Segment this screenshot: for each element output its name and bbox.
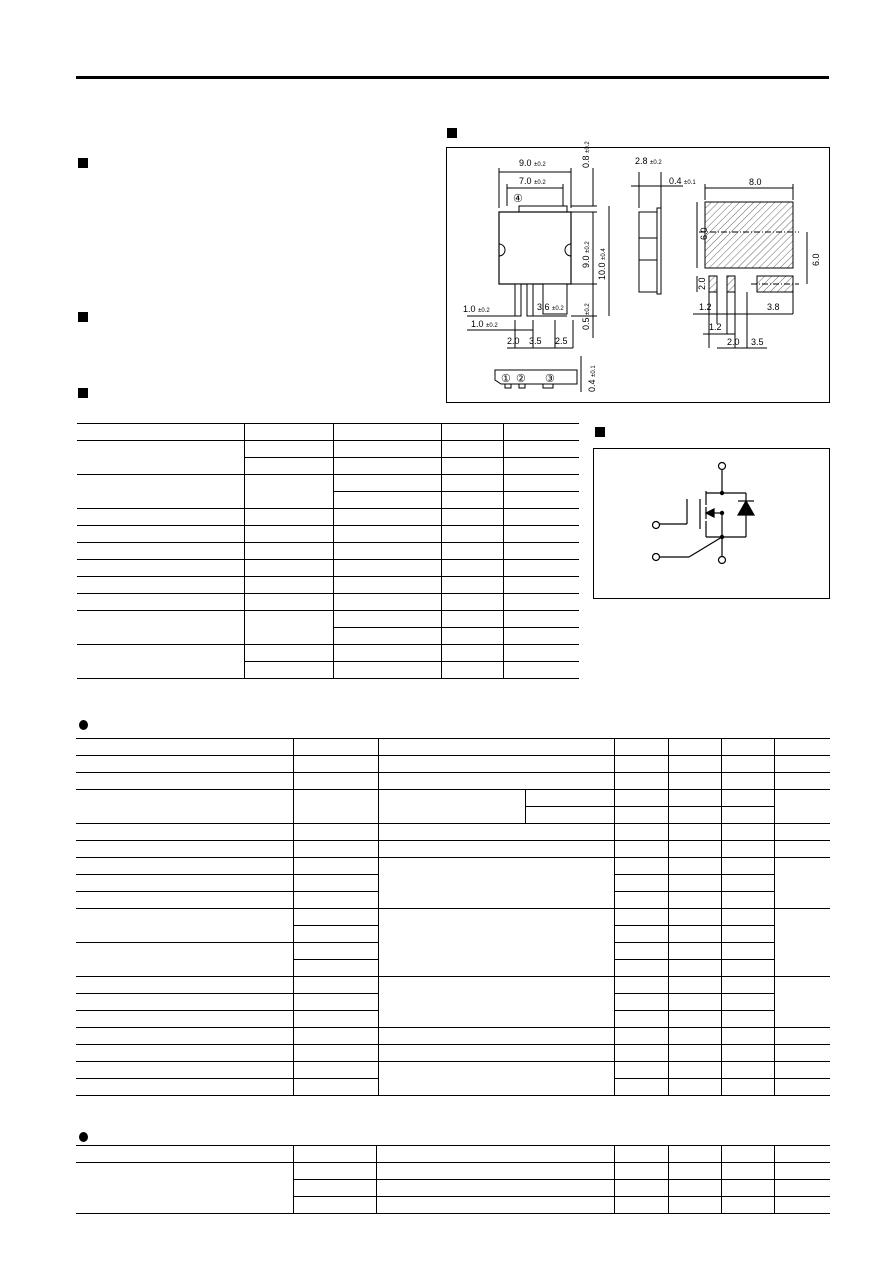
table-cell xyxy=(76,841,293,858)
table-cell xyxy=(503,543,579,560)
table-cell xyxy=(441,577,503,594)
table-cell xyxy=(378,756,614,773)
table-cell xyxy=(614,1011,668,1028)
outline-drawing-frame xyxy=(446,141,830,403)
features-section-marker xyxy=(78,158,88,168)
dim-pad-small-width-1: 1.2 xyxy=(699,302,712,312)
table-cell xyxy=(503,594,579,611)
table-cell xyxy=(333,543,441,560)
table-cell xyxy=(503,424,579,441)
table-cell xyxy=(614,858,668,875)
table-cell xyxy=(668,1180,721,1197)
table-cell xyxy=(77,577,244,594)
table-cell xyxy=(614,1163,668,1180)
dim-lead-width-2-tol: ±0.2 xyxy=(486,323,498,329)
electrical-characteristics-table xyxy=(76,738,830,1096)
table-cell xyxy=(244,560,333,577)
table-cell xyxy=(668,909,721,926)
dim-body-height: 9.0 xyxy=(581,255,591,268)
table-cell xyxy=(378,773,614,790)
table-cell xyxy=(774,1163,830,1180)
table-cell xyxy=(721,1062,774,1079)
table-cell xyxy=(721,1079,774,1096)
table-cell xyxy=(503,645,579,662)
dim-body-width: 9.0 xyxy=(519,158,532,168)
table-cell xyxy=(721,1163,774,1180)
dim-pad-small-width-2: 1.2 xyxy=(709,322,722,332)
dim-pad-small-height: 2.0 xyxy=(697,277,707,290)
table-cell xyxy=(614,1062,668,1079)
table-cell xyxy=(76,1062,293,1079)
table-cell xyxy=(503,441,579,458)
table-cell xyxy=(76,756,293,773)
table-cell xyxy=(378,790,525,824)
table-cell xyxy=(333,509,441,526)
table-cell xyxy=(668,994,721,1011)
table-cell xyxy=(668,773,721,790)
table-cell xyxy=(668,1011,721,1028)
table-cell xyxy=(293,892,378,909)
table-cell xyxy=(721,1180,774,1197)
table-cell xyxy=(614,841,668,858)
table-cell xyxy=(614,909,668,926)
dim-tab-top-tol: ±0.2 xyxy=(585,141,591,153)
equivalent-circuit-section-marker xyxy=(595,427,605,437)
pin-1-label: ① xyxy=(501,373,511,385)
table-cell xyxy=(376,1197,614,1214)
table-cell xyxy=(721,841,774,858)
table-cell xyxy=(333,611,441,628)
equivalent-circuit-diagram xyxy=(594,449,831,600)
applications-section-marker xyxy=(78,312,88,322)
dim-pad-pitch-a: 2.0 xyxy=(727,337,740,347)
table-cell xyxy=(441,560,503,577)
table-cell xyxy=(441,543,503,560)
dim-pad-pitch-b: 3.5 xyxy=(751,337,764,347)
table-cell xyxy=(525,790,614,807)
table-cell xyxy=(244,543,333,560)
table-cell xyxy=(293,994,378,1011)
table-cell xyxy=(668,960,721,977)
table-cell xyxy=(774,756,830,773)
table-cell xyxy=(333,492,441,509)
table-cell xyxy=(76,1146,293,1163)
table-cell xyxy=(614,1045,668,1062)
dim-lead-length: 0.5 xyxy=(581,317,591,330)
table-cell xyxy=(333,475,441,492)
table-cell xyxy=(503,611,579,628)
table-cell xyxy=(293,756,378,773)
table-cell xyxy=(293,1028,378,1045)
dim-lead-thickness: 0.4 xyxy=(669,176,682,186)
dim-lead-wide: 3.6 xyxy=(537,302,550,312)
table-cell xyxy=(614,926,668,943)
table-cell xyxy=(614,756,668,773)
table-cell xyxy=(76,1079,293,1096)
table-cell xyxy=(378,1062,614,1096)
electrical-characteristics-bullet xyxy=(79,720,88,730)
dim-lead-wide-tol: ±0.2 xyxy=(552,306,564,312)
table-cell xyxy=(441,475,503,492)
table-cell xyxy=(614,790,668,807)
table-cell xyxy=(503,509,579,526)
table-cell xyxy=(503,577,579,594)
table-cell xyxy=(668,1197,721,1214)
table-cell xyxy=(721,773,774,790)
table-cell xyxy=(76,994,293,1011)
table-cell xyxy=(668,926,721,943)
table-cell xyxy=(721,1045,774,1062)
table-cell xyxy=(774,1028,830,1045)
table-cell xyxy=(378,977,614,1028)
table-cell xyxy=(293,858,378,875)
table-cell xyxy=(614,1180,668,1197)
table-cell xyxy=(668,1163,721,1180)
table-cell xyxy=(244,662,333,679)
table-cell xyxy=(333,526,441,543)
dim-inner-width-tol: ±0.2 xyxy=(534,180,546,186)
table-cell xyxy=(333,441,441,458)
thermal-characteristics-bullet xyxy=(79,1132,88,1142)
table-cell xyxy=(76,1045,293,1062)
table-cell xyxy=(441,662,503,679)
table-cell xyxy=(721,909,774,926)
dim-foot-thickness-tol: ±0.1 xyxy=(591,365,597,377)
table-cell xyxy=(774,1180,830,1197)
table-cell xyxy=(293,1045,378,1062)
table-cell xyxy=(503,492,579,509)
table-cell xyxy=(668,739,721,756)
dim-thickness-tol: ±0.2 xyxy=(650,160,662,166)
table-cell xyxy=(244,526,333,543)
table-cell xyxy=(614,1028,668,1045)
table-cell xyxy=(614,892,668,909)
table-cell xyxy=(333,645,441,662)
table-cell xyxy=(77,645,244,679)
table-cell xyxy=(76,892,293,909)
table-cell xyxy=(441,441,503,458)
table-cell xyxy=(77,611,244,645)
dim-pad-gap: 6.0 xyxy=(811,253,821,266)
table-cell xyxy=(293,1062,378,1079)
table-cell xyxy=(244,594,333,611)
table-cell xyxy=(244,577,333,594)
table-cell xyxy=(333,560,441,577)
table-cell xyxy=(503,475,579,492)
table-cell xyxy=(503,458,579,475)
thermal-characteristics-table xyxy=(76,1145,830,1214)
table-cell xyxy=(721,994,774,1011)
table-cell xyxy=(721,875,774,892)
table-cell xyxy=(76,790,293,824)
table-cell xyxy=(668,1045,721,1062)
table-cell xyxy=(614,773,668,790)
dim-pitch-c: 2.5 xyxy=(555,336,568,346)
table-cell xyxy=(503,628,579,645)
table-cell xyxy=(376,1163,614,1180)
dim-tab-top: 0.8 xyxy=(581,155,591,168)
table-cell xyxy=(721,858,774,875)
table-cell xyxy=(76,739,293,756)
table-cell xyxy=(721,1011,774,1028)
table-cell xyxy=(76,773,293,790)
table-cell xyxy=(441,645,503,662)
table-cell xyxy=(721,824,774,841)
dim-lead-thickness-tol: ±0.1 xyxy=(684,180,696,186)
dim-lead-width-1: 1.0 xyxy=(463,304,476,314)
table-cell xyxy=(774,909,830,977)
table-cell xyxy=(668,977,721,994)
table-cell xyxy=(378,909,614,977)
table-cell xyxy=(244,475,333,509)
table-cell xyxy=(376,1180,614,1197)
dim-lead-width-1-tol: ±0.2 xyxy=(478,308,490,314)
table-cell xyxy=(293,1163,376,1180)
table-cell xyxy=(77,509,244,526)
table-cell xyxy=(293,790,378,824)
table-cell xyxy=(721,1146,774,1163)
outline-drawing xyxy=(447,148,831,404)
table-cell xyxy=(333,662,441,679)
pin-2-label: ② xyxy=(516,373,526,385)
table-cell xyxy=(668,756,721,773)
table-cell xyxy=(378,841,614,858)
table-cell xyxy=(77,441,244,475)
table-cell xyxy=(333,577,441,594)
table-cell xyxy=(441,424,503,441)
table-cell xyxy=(614,943,668,960)
table-cell xyxy=(668,790,721,807)
table-cell xyxy=(76,875,293,892)
table-cell xyxy=(441,492,503,509)
table-cell xyxy=(293,875,378,892)
table-cell xyxy=(774,824,830,841)
table-cell xyxy=(774,1146,830,1163)
table-cell xyxy=(244,441,333,458)
table-cell xyxy=(244,509,333,526)
dim-pad-width: 8.0 xyxy=(749,177,762,187)
table-cell xyxy=(721,977,774,994)
ratings-section-marker xyxy=(78,388,88,398)
table-cell xyxy=(293,1079,378,1096)
table-cell xyxy=(293,773,378,790)
table-cell xyxy=(774,858,830,909)
table-cell xyxy=(378,1028,614,1045)
table-cell xyxy=(721,892,774,909)
pin-3-label: ③ xyxy=(545,373,555,385)
table-cell xyxy=(774,739,830,756)
header-rule xyxy=(76,76,829,79)
table-cell xyxy=(77,594,244,611)
table-cell xyxy=(668,943,721,960)
table-cell xyxy=(244,645,333,662)
table-cell xyxy=(614,1197,668,1214)
dim-total-height: 10.0 xyxy=(597,262,607,280)
table-cell xyxy=(441,628,503,645)
table-cell xyxy=(293,824,378,841)
table-cell xyxy=(614,960,668,977)
table-cell xyxy=(503,662,579,679)
table-cell xyxy=(293,841,378,858)
table-cell xyxy=(77,424,244,441)
table-cell xyxy=(378,858,614,909)
table-cell xyxy=(76,1011,293,1028)
table-cell xyxy=(293,960,378,977)
table-cell xyxy=(76,824,293,841)
table-cell xyxy=(668,824,721,841)
table-cell xyxy=(293,1197,376,1214)
table-cell xyxy=(774,773,830,790)
table-cell xyxy=(293,977,378,994)
outline-section-marker xyxy=(447,128,457,138)
table-cell xyxy=(668,807,721,824)
table-cell xyxy=(614,875,668,892)
dim-foot-thickness: 0.4 xyxy=(587,379,597,392)
dim-body-width-tol: ±0.2 xyxy=(534,162,546,168)
table-cell xyxy=(378,1045,614,1062)
table-cell xyxy=(774,1062,830,1079)
dim-lead-width-2: 1.0 xyxy=(471,319,484,329)
table-cell xyxy=(244,424,333,441)
table-cell xyxy=(77,560,244,577)
table-cell xyxy=(668,875,721,892)
table-cell xyxy=(721,1197,774,1214)
dim-total-height-tol: ±0.4 xyxy=(601,248,607,260)
dim-thickness: 2.8 xyxy=(635,156,648,166)
dim-lead-length-tol: ±0.2 xyxy=(585,303,591,315)
table-cell xyxy=(293,1011,378,1028)
table-cell xyxy=(614,739,668,756)
table-cell xyxy=(376,1146,614,1163)
table-cell xyxy=(721,926,774,943)
table-cell xyxy=(441,458,503,475)
table-cell xyxy=(614,994,668,1011)
table-cell xyxy=(614,977,668,994)
table-cell xyxy=(76,1028,293,1045)
table-cell xyxy=(774,1197,830,1214)
table-cell xyxy=(378,739,614,756)
table-cell xyxy=(525,807,614,824)
table-cell xyxy=(333,424,441,441)
table-cell xyxy=(668,1146,721,1163)
table-cell xyxy=(77,475,244,509)
table-cell xyxy=(774,1079,830,1096)
table-cell xyxy=(721,943,774,960)
absolute-max-ratings-table xyxy=(77,423,579,679)
dim-body-height-tol: ±0.2 xyxy=(585,241,591,253)
table-cell xyxy=(668,1079,721,1096)
table-cell xyxy=(774,1045,830,1062)
table-cell xyxy=(668,1062,721,1079)
table-cell xyxy=(614,824,668,841)
table-cell xyxy=(76,943,293,977)
table-cell xyxy=(333,628,441,645)
table-cell xyxy=(668,858,721,875)
table-cell xyxy=(333,458,441,475)
table-cell xyxy=(293,1146,376,1163)
table-cell xyxy=(77,543,244,560)
table-cell xyxy=(503,560,579,577)
table-cell xyxy=(614,1079,668,1096)
table-cell xyxy=(76,858,293,875)
dim-pitch-a: 2.0 xyxy=(507,336,520,346)
table-cell xyxy=(378,824,614,841)
table-cell xyxy=(668,892,721,909)
table-cell xyxy=(441,526,503,543)
dim-pitch-b: 3.5 xyxy=(529,336,542,346)
table-cell xyxy=(721,756,774,773)
pin-4-label: ④ xyxy=(513,193,523,205)
table-cell xyxy=(774,790,830,824)
table-cell xyxy=(774,977,830,1028)
table-cell xyxy=(441,611,503,628)
table-cell xyxy=(244,458,333,475)
table-cell xyxy=(333,594,441,611)
table-cell xyxy=(293,1180,376,1197)
table-cell xyxy=(721,739,774,756)
table-cell xyxy=(721,1028,774,1045)
table-cell xyxy=(293,926,378,943)
table-cell xyxy=(721,960,774,977)
table-cell xyxy=(614,807,668,824)
table-cell xyxy=(293,943,378,960)
dim-pad-wide: 3.8 xyxy=(767,302,780,312)
table-cell xyxy=(503,526,579,543)
table-cell xyxy=(441,594,503,611)
table-cell xyxy=(76,909,293,943)
table-cell xyxy=(76,977,293,994)
table-cell xyxy=(244,611,333,645)
table-cell xyxy=(721,807,774,824)
table-cell xyxy=(441,509,503,526)
dim-pad-height: 6.0 xyxy=(699,227,709,240)
equivalent-circuit-frame xyxy=(593,448,830,599)
table-cell xyxy=(76,1163,293,1214)
table-cell xyxy=(774,841,830,858)
table-cell xyxy=(293,909,378,926)
table-cell xyxy=(77,526,244,543)
table-cell xyxy=(293,739,378,756)
dim-inner-width: 7.0 xyxy=(519,176,532,186)
table-cell xyxy=(721,790,774,807)
table-cell xyxy=(668,1028,721,1045)
table-cell xyxy=(668,841,721,858)
table-cell xyxy=(614,1146,668,1163)
